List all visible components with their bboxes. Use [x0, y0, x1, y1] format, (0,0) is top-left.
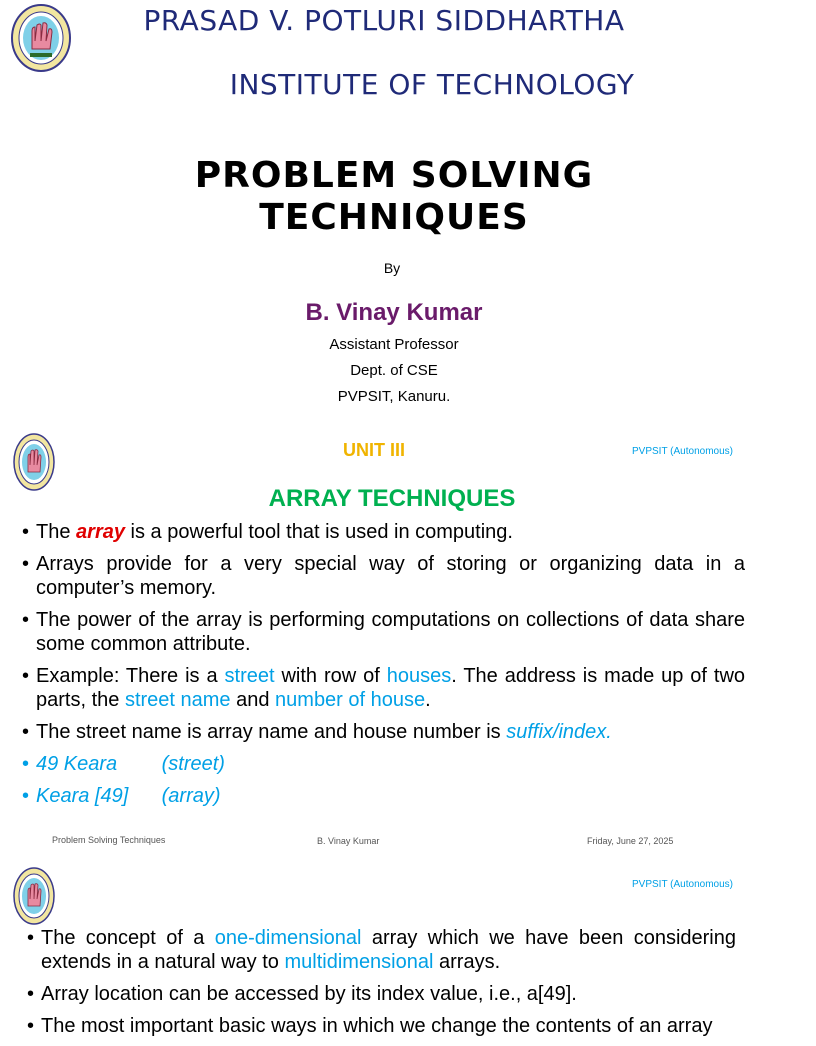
- institute-logo-icon: [12, 432, 56, 492]
- author-institution: PVPSIT, Kanuru.: [337, 388, 451, 405]
- list-item: • Array location can be accessed by its index value, i.e., a[49].: [27, 982, 736, 1006]
- author-designation: Assistant Professor: [329, 336, 459, 353]
- course-title-line2: TECHNIQUES: [259, 197, 529, 238]
- list-item: • 49 Keara (street): [22, 752, 745, 776]
- section-title: ARRAY TECHNIQUES: [268, 485, 516, 512]
- list-item: • Arrays provide for a very special way of storing or organizing data in a computer’s memory.: [22, 552, 745, 600]
- keyword-street: street: [224, 665, 275, 687]
- institute-logo-icon: [12, 866, 56, 926]
- author-department: Dept. of CSE: [350, 362, 438, 379]
- author-name: B. Vinay Kumar: [305, 299, 483, 326]
- by-label: By: [383, 260, 401, 276]
- footer-author: B. Vinay Kumar: [317, 836, 380, 846]
- list-item: • The power of the array is performing computations on collections of data share some common attribute.: [22, 608, 745, 656]
- keyword-one-dimensional: one-dimensional: [214, 927, 362, 949]
- institute-name-line1: PRASAD V. POTLURI SIDDHARTHA: [143, 4, 625, 37]
- keyword-suffix-index: suffix/index.: [506, 721, 612, 743]
- list-item: • The street name is array name and house number is suffix/index.: [22, 720, 745, 744]
- list-item: • Keara [49] (array): [22, 784, 745, 808]
- header-institution-tag: PVPSIT (Autonomous): [632, 879, 733, 890]
- list-item: • Example: There is a street with row of houses. The address is made up of two parts, the street name and number of house.: [22, 664, 745, 712]
- title-slide: [0, 0, 768, 420]
- list-item: • The most important basic ways in which we change the contents of an array: [27, 1014, 736, 1038]
- bullet-list: [22, 520, 745, 816]
- keyword-array: array: [76, 521, 125, 543]
- multidimensional-array-slide: [0, 862, 768, 1037]
- keyword-street-name: street name: [124, 689, 231, 711]
- list-item: • The concept of a one-dimensional array which we have been considering extends in a natural way to multidimensional arrays.: [27, 926, 736, 974]
- list-item: • The array is a powerful tool that is used in computing.: [22, 520, 745, 544]
- array-techniques-slide: [0, 428, 768, 858]
- footer-date: Friday, June 27, 2025: [587, 836, 674, 846]
- keyword-multidimensional: multidimensional: [284, 951, 434, 973]
- course-title-line1: PROBLEM SOLVING: [194, 155, 594, 196]
- keyword-number-of-house: number of house: [275, 689, 426, 711]
- bullet-list: [27, 926, 736, 1046]
- footer-course: Problem Solving Techniques: [52, 835, 166, 845]
- institute-name-line2: INSTITUTE OF TECHNOLOGY: [229, 68, 635, 101]
- keyword-houses: houses: [386, 665, 452, 687]
- unit-label: UNIT III: [343, 440, 405, 460]
- header-institution-tag: PVPSIT (Autonomous): [632, 446, 733, 457]
